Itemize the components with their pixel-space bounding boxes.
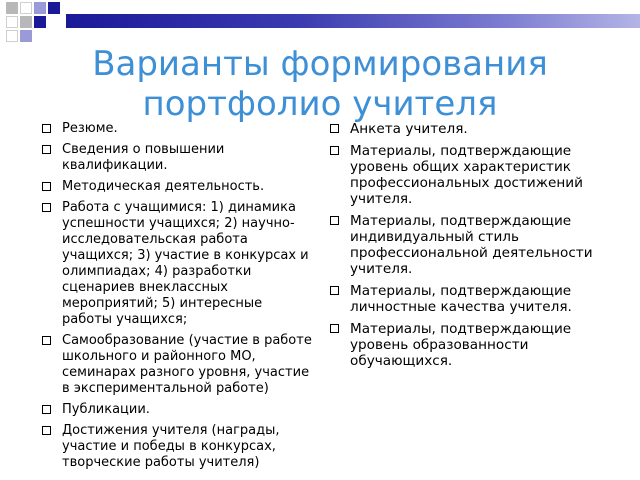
list-item (328, 121, 610, 137)
list-item-text: Сведения о повышении квалификации. (62, 142, 225, 173)
square-bullet-icon (42, 336, 51, 345)
list-item-text: Достижения учителя (награды, участие и победы в конкурсах, творческие работы учителя) (62, 423, 280, 470)
header-bar (66, 14, 640, 28)
list-item-text: Материалы, подтверждающие уровень образованности обучающихся. (350, 321, 572, 369)
list-item (40, 402, 312, 418)
list-item-text: Методическая деятельность. (62, 179, 265, 194)
list-item (328, 283, 610, 315)
list-item (40, 121, 312, 137)
slide-title (0, 44, 640, 124)
left-column (40, 121, 312, 476)
square-bullet-icon (330, 216, 339, 225)
list-item (328, 321, 610, 369)
list-item (40, 142, 312, 174)
list-item (40, 200, 312, 328)
list-item (40, 179, 312, 195)
right-list (328, 121, 610, 369)
list-item-text: Работа с учащимися: 1) динамика успешности учащихся; 2) научно-исследовательская работа учащихся; 3) участие в конкурсах и олимпиадах; 4) разработки сценариев внеклассных мероприятий; 5) интересные работы учащихся; (62, 200, 309, 327)
square-bullet-icon (42, 124, 51, 133)
decor-square (20, 30, 32, 42)
list-item-text: Материалы, подтверждающие уровень общих характеристик профессиональных достижений учителя. (350, 143, 583, 207)
square-bullet-icon (330, 124, 339, 133)
left-list (40, 121, 312, 471)
square-bullet-icon (330, 324, 339, 333)
decor-square (6, 2, 18, 14)
square-bullet-icon (42, 203, 51, 212)
decor-square (6, 30, 18, 42)
list-item-text: Анкета учителя. (350, 121, 468, 137)
decor-square (20, 2, 32, 14)
square-bullet-icon (42, 426, 51, 435)
square-bullet-icon (330, 286, 339, 295)
list-item (328, 213, 610, 277)
decor-square (48, 2, 60, 14)
square-bullet-icon (42, 145, 51, 154)
list-item-text: Материалы, подтверждающие индивидуальный стиль профессиональной деятельности учителя. (350, 213, 593, 277)
right-column (328, 121, 610, 375)
list-item (328, 143, 610, 207)
decor-square (20, 16, 32, 28)
square-bullet-icon (42, 182, 51, 191)
title-line-1: Варианты формирования (92, 44, 548, 84)
decor-square (6, 16, 18, 28)
list-item-text: Материалы, подтверждающие личностные качества учителя. (350, 283, 572, 315)
list-item-text: Публикации. (62, 402, 150, 417)
decor-square (34, 2, 46, 14)
square-bullet-icon (42, 405, 51, 414)
list-item (40, 423, 312, 471)
title-line-2: портфолио учителя (142, 84, 498, 124)
list-item (40, 333, 312, 397)
decor-square (34, 16, 46, 28)
square-bullet-icon (330, 146, 339, 155)
list-item-text: Самообразование (участие в работе школьного и районного МО, семинарах разного уровня, участие в экспериментальной работе) (62, 333, 312, 396)
list-item-text: Резюме. (62, 121, 118, 136)
